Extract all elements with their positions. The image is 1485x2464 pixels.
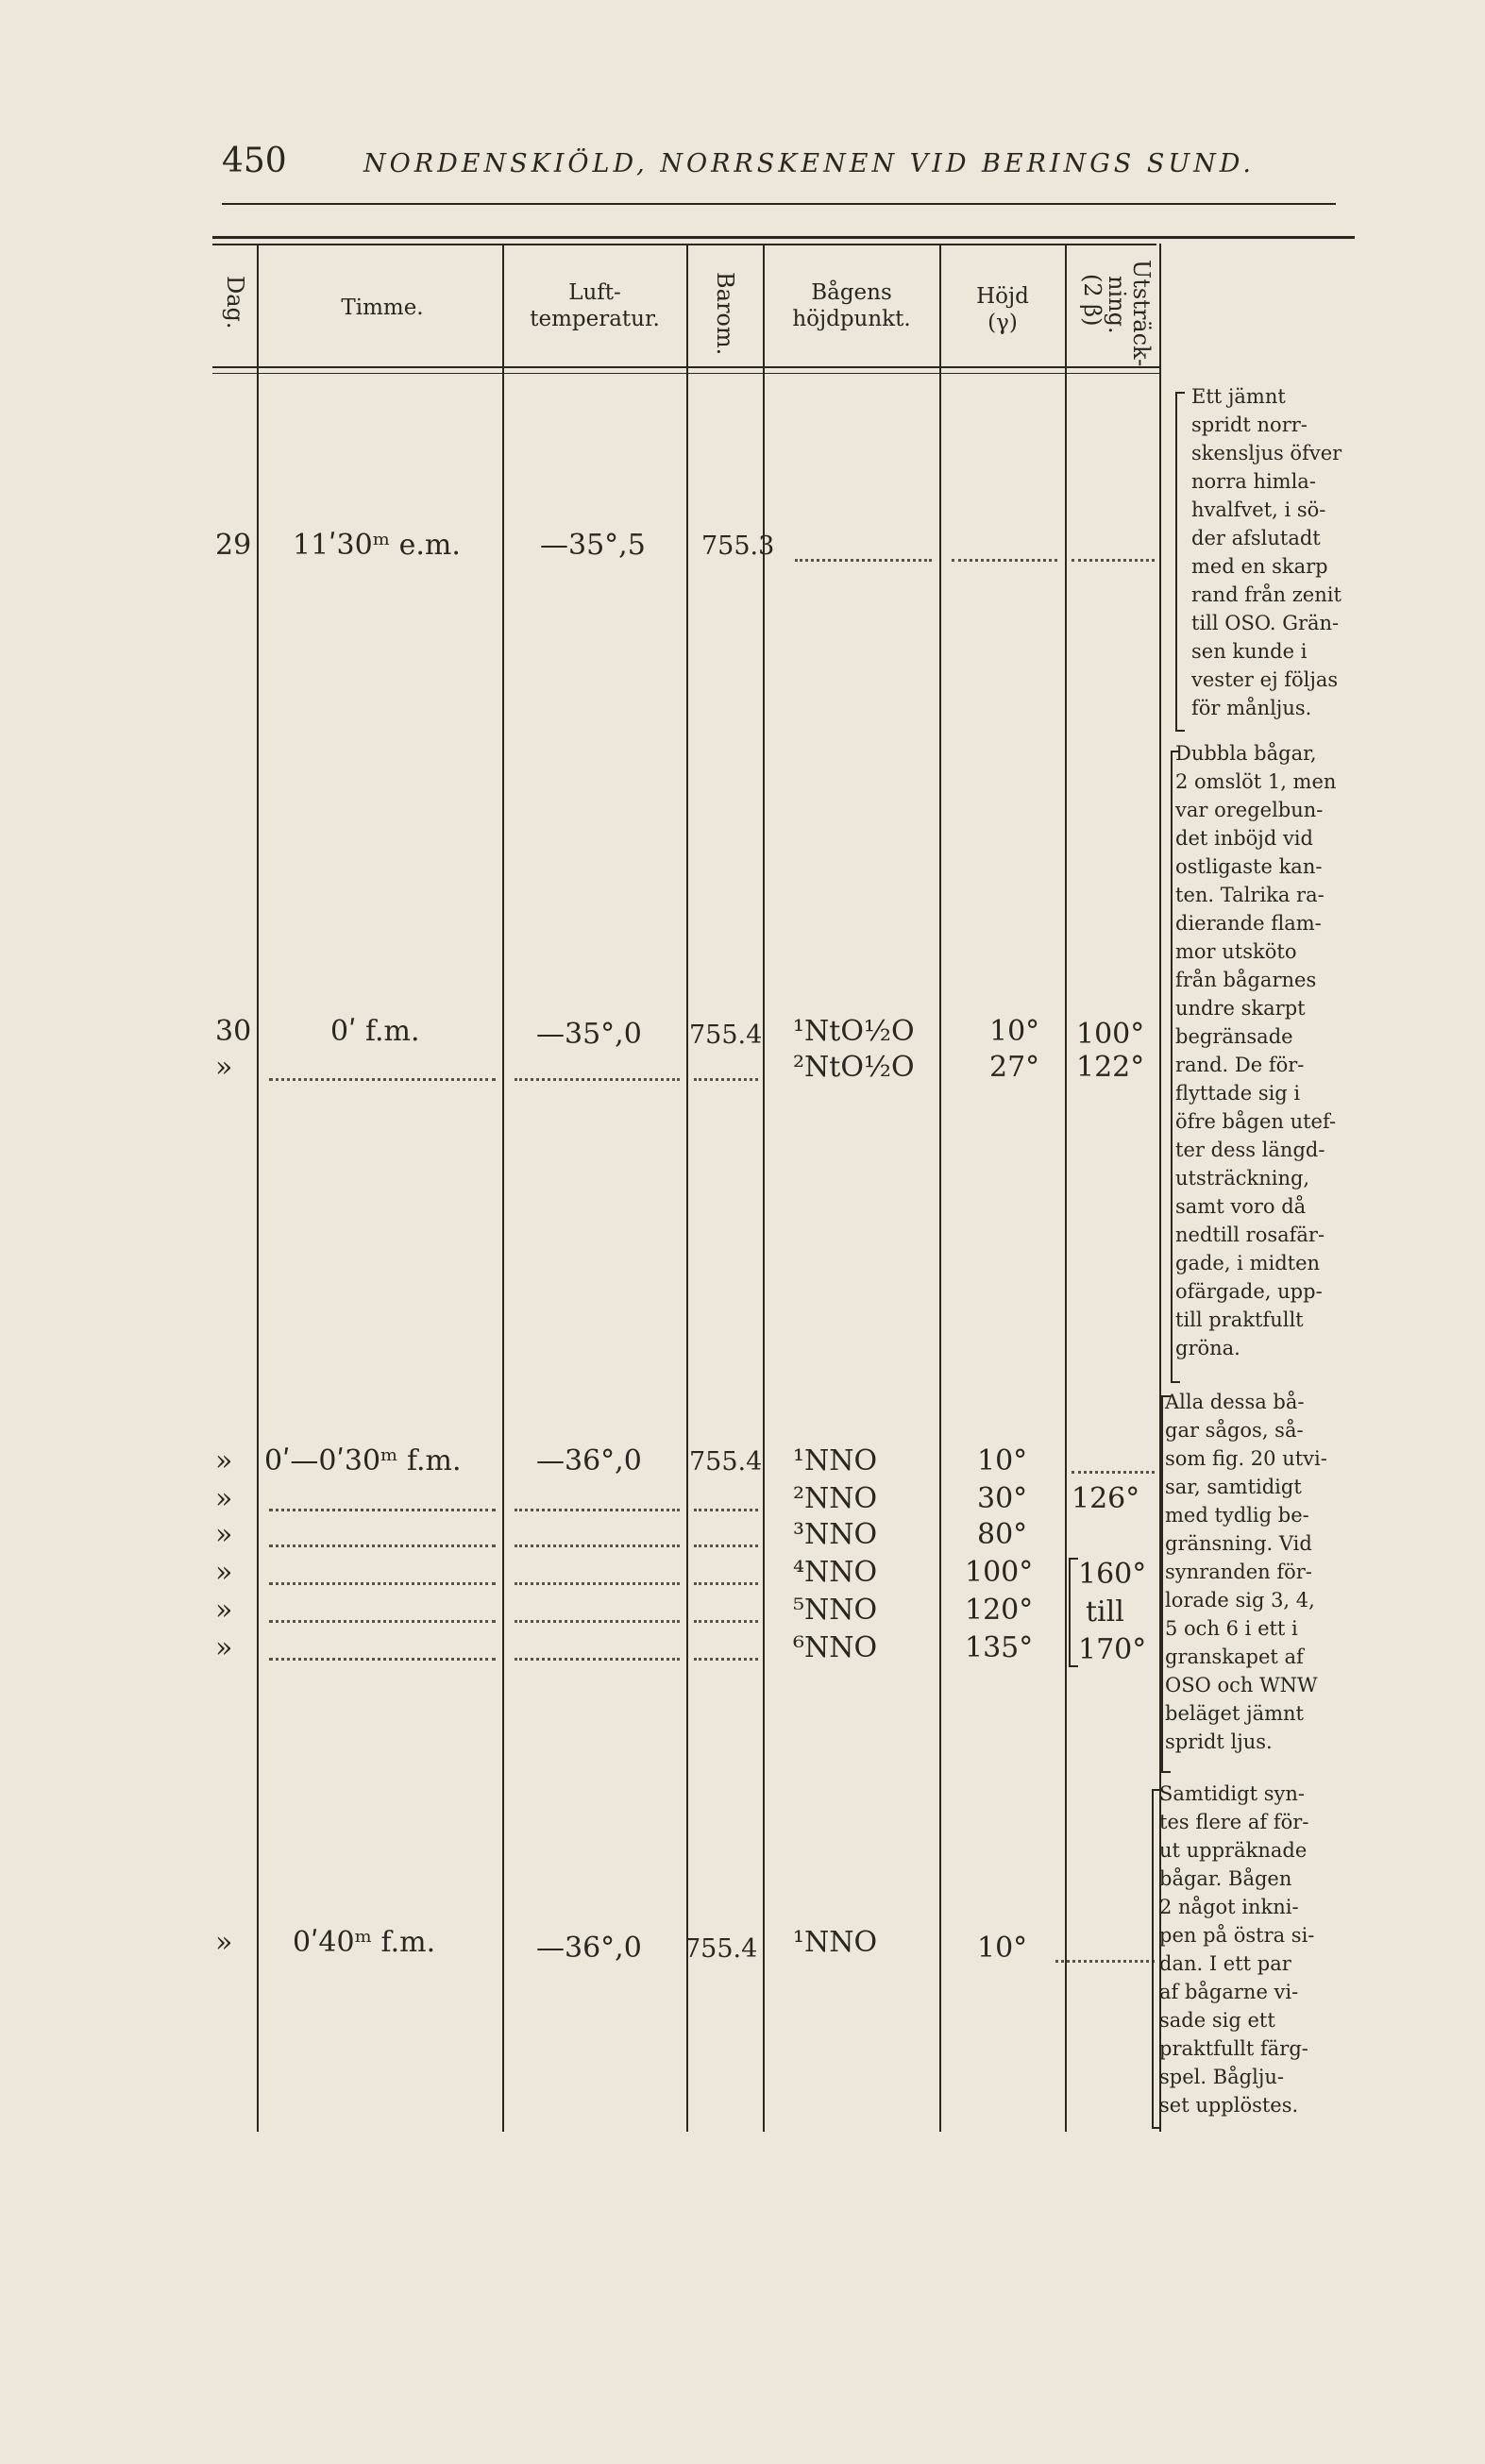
table-cell: » <box>215 1444 233 1477</box>
table-cell: 122° <box>1076 1051 1145 1084</box>
note-line: begränsade <box>1175 1025 1293 1048</box>
running-title: NORDENSKIÖLD, NORRSKENEN VID BERINGS SUND. <box>363 149 1256 178</box>
note-line: norra himla- <box>1191 470 1316 493</box>
header-luft <box>505 279 684 332</box>
note-line: dan. I ett par <box>1159 1952 1291 1975</box>
table-cell: ¹NNO <box>793 1926 878 1959</box>
table-cell: 0ʹ40ᵐ f.m. <box>293 1926 436 1959</box>
note-line: tes flere af för- <box>1159 1811 1309 1833</box>
table-cell: 755.3 <box>701 532 775 561</box>
note-line: set upplöstes. <box>1159 2094 1299 2117</box>
table-cell: 11ʹ30ᵐ e.m. <box>293 529 461 562</box>
header-rule <box>222 203 1336 205</box>
extent-brace <box>1069 1558 1082 1667</box>
table-cell: 755.4 <box>689 1447 763 1477</box>
page-number: 450 <box>222 142 287 180</box>
table-cell: ³NNO <box>793 1518 878 1551</box>
note-line: undre skarpt <box>1175 997 1306 1020</box>
table-cell: » <box>215 1631 233 1664</box>
note-line: granskapet af <box>1165 1645 1304 1668</box>
note-line: med en skarp <box>1191 555 1328 578</box>
note-line: till OSO. Grän- <box>1191 612 1340 634</box>
table-cell: 10° <box>989 1015 1040 1048</box>
table-cell: 100° <box>1076 1018 1145 1051</box>
table-cell: 30° <box>977 1482 1028 1515</box>
table-cell: 160° <box>1078 1558 1147 1591</box>
note-line: bågar. Bågen <box>1159 1867 1292 1890</box>
note-line: för månljus. <box>1191 697 1312 719</box>
table-cell: ¹NtO½O <box>793 1015 915 1048</box>
note-line: OSO och WNW <box>1165 1674 1318 1696</box>
table-cell: 0ʹ f.m. <box>330 1015 420 1048</box>
table-cell: Höjd <box>976 284 1029 309</box>
note-line: sen kunde i <box>1191 640 1308 663</box>
note-line: utsträckning, <box>1175 1167 1310 1190</box>
table-cell: ⁵NNO <box>793 1594 878 1627</box>
note-brace <box>1175 392 1189 732</box>
note-line: samt voro då <box>1175 1195 1307 1218</box>
note-line: Dubbla bågar, <box>1175 742 1317 765</box>
table-cell: 27° <box>989 1051 1040 1084</box>
table-cell: —35°,5 <box>540 529 646 562</box>
table-cell: ²NtO½O <box>793 1051 915 1084</box>
note-line: nedtill rosafär- <box>1175 1224 1325 1246</box>
note-line: spridt ljus. <box>1165 1730 1273 1753</box>
table-cell: —36°,0 <box>536 1444 642 1477</box>
note-line: spel. Båglju- <box>1159 2066 1284 2088</box>
note-line: 2 omslöt 1, men <box>1175 770 1337 793</box>
table-cell: ning. <box>1104 276 1130 334</box>
note-line: 2 något inkni- <box>1159 1896 1299 1918</box>
header-hojd <box>942 283 1063 336</box>
note-line: ter dess längd- <box>1175 1139 1325 1161</box>
table-cell: 80° <box>977 1518 1028 1551</box>
table-cell: ²NNO <box>793 1482 878 1515</box>
table-cell: » <box>215 1518 233 1551</box>
note-line: ostligaste kan- <box>1175 855 1323 878</box>
header-timme: Timme. <box>341 295 424 320</box>
header-barom: Barom. <box>712 272 738 356</box>
table-cell: » <box>215 1051 233 1084</box>
note-line: 5 och 6 i ett i <box>1165 1617 1298 1640</box>
note-line: ut uppräknade <box>1159 1839 1308 1862</box>
note-line: ten. Talrika ra- <box>1175 884 1325 906</box>
note-line: gränsning. Vid <box>1165 1532 1312 1555</box>
table-cell: 100° <box>965 1556 1034 1589</box>
note-line: öfre bågen utef- <box>1175 1110 1337 1133</box>
table-cell: temperatur. <box>530 307 660 331</box>
note-line: mor utsköto <box>1175 940 1297 963</box>
header-bagens <box>767 279 937 332</box>
note-line: till praktfullt <box>1175 1308 1304 1331</box>
table-cell: 0ʹ—0ʹ30ᵐ f.m. <box>264 1444 462 1477</box>
note-line: sar, samtidigt <box>1165 1476 1302 1498</box>
note-line: Ett jämnt <box>1191 385 1286 408</box>
note-line: vester ej följas <box>1191 668 1339 691</box>
note-line: hvalfvet, i sö- <box>1191 498 1326 521</box>
table-cell: (2 β) <box>1079 274 1105 327</box>
note-line: var oregelbun- <box>1175 799 1324 821</box>
note-line: der afslutadt <box>1191 527 1321 549</box>
note-line: lorade sig 3, 4, <box>1165 1589 1315 1612</box>
table-cell: 170° <box>1078 1633 1147 1666</box>
note-line: af bågarne vi- <box>1159 1981 1299 2003</box>
note-line: som fig. 20 utvi- <box>1165 1447 1327 1470</box>
note-line: beläget jämnt <box>1165 1702 1304 1725</box>
note-line: praktfullt färg- <box>1159 2037 1308 2060</box>
note-2 <box>1175 739 1355 1362</box>
note-line: synranden för- <box>1165 1561 1312 1583</box>
note-line: rand. De för- <box>1175 1054 1305 1076</box>
table-cell: 29 <box>215 529 252 562</box>
note-line: skensljus öfver <box>1191 442 1342 464</box>
note-line: Alla dessa bå- <box>1165 1391 1305 1413</box>
note-4 <box>1159 1780 1348 2119</box>
table-cell: Bågens <box>811 280 892 305</box>
note-line: flyttade sig i <box>1175 1082 1301 1105</box>
table-cell: Luft- <box>568 280 621 305</box>
table-cell: till <box>1086 1595 1124 1629</box>
table-cell: —35°,0 <box>536 1018 642 1051</box>
note-line: pen på östra si- <box>1159 1924 1315 1947</box>
note-line: Samtidigt syn- <box>1159 1782 1305 1805</box>
table-cell: 120° <box>965 1594 1034 1627</box>
table-cell: 10° <box>977 1444 1028 1477</box>
note-line: ofärgade, upp- <box>1175 1280 1323 1303</box>
table-cell: 755.4 <box>684 1934 758 1964</box>
table-cell: 755.4 <box>689 1021 763 1050</box>
table-cell: 10° <box>977 1932 1028 1965</box>
note-line: gade, i midten <box>1175 1252 1321 1274</box>
note-line: rand från zenit <box>1191 583 1342 606</box>
table-cell: höjdpunkt. <box>792 307 911 331</box>
table-cell: Utsträck- <box>1128 260 1155 367</box>
table-cell: (γ) <box>987 311 1018 335</box>
table-cell: » <box>215 1926 233 1959</box>
note-1 <box>1191 382 1361 722</box>
table-cell: ⁴NNO <box>793 1556 878 1589</box>
note-line: det inböjd vid <box>1175 827 1313 850</box>
table-cell: 126° <box>1072 1482 1140 1515</box>
table-cell: 30 <box>215 1015 252 1048</box>
note-line: spridt norr- <box>1191 413 1308 436</box>
note-line: gröna. <box>1175 1337 1240 1359</box>
table-top-rule <box>212 236 1355 239</box>
table-cell: » <box>215 1556 233 1589</box>
note-line: dierande flam- <box>1175 912 1322 935</box>
note-line: från bågarnes <box>1175 969 1317 991</box>
table-cell: ¹NNO <box>793 1444 878 1477</box>
table-cell: » <box>215 1594 233 1627</box>
table-cell: ⁶NNO <box>793 1631 878 1664</box>
table-cell: —36°,0 <box>536 1932 642 1965</box>
note-line: sade sig ett <box>1159 2009 1275 2032</box>
note-line: gar sågos, så- <box>1165 1419 1304 1442</box>
note-line: med tydlig be- <box>1165 1504 1309 1527</box>
header-dag: Dag. <box>222 276 248 329</box>
table-cell: 135° <box>965 1631 1034 1664</box>
note-3 <box>1165 1388 1354 1756</box>
table-cell: » <box>215 1482 233 1515</box>
